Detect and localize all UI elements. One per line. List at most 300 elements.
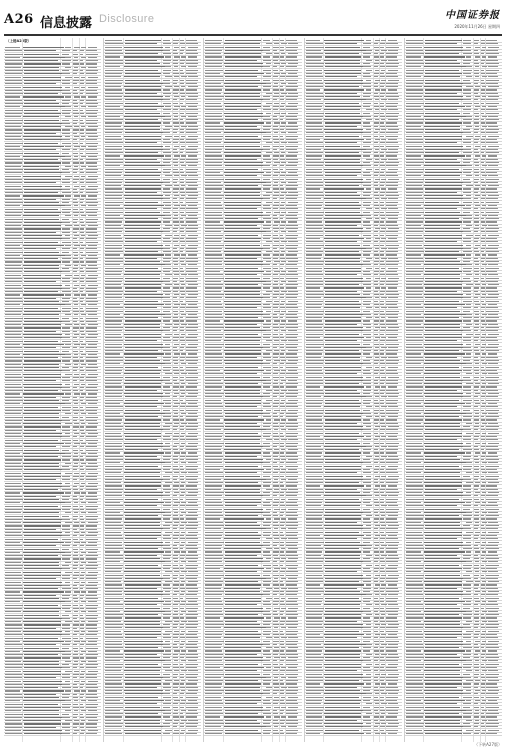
- table-cell-text: [73, 153, 78, 154]
- page-number: A26: [4, 12, 34, 27]
- table-cell-text: [180, 429, 184, 430]
- table-cell-text: [80, 143, 83, 144]
- table-cell-text: [173, 109, 177, 110]
- table-cell-text: [24, 390, 58, 391]
- table-cell-text: [274, 281, 278, 282]
- table-cell-text: [180, 258, 185, 259]
- table-cell-text: [80, 624, 84, 625]
- table-cell-text: [88, 205, 97, 206]
- table-cell-text: [173, 320, 179, 321]
- table-cell-text: [62, 202, 69, 203]
- table-cell-text: [186, 228, 198, 229]
- table-cell-text: [186, 357, 198, 358]
- table-cell-text: [181, 215, 186, 216]
- table-cell-text: [163, 377, 170, 378]
- table-cell-text: [163, 297, 171, 298]
- table-cell-text: [274, 251, 279, 252]
- table-cell-text: [5, 423, 21, 424]
- table-cell-text: [73, 298, 77, 299]
- table-cell-text: [81, 463, 87, 464]
- table-cell-text: [174, 76, 178, 77]
- table-cell-text: [124, 314, 166, 315]
- table-cell-text: [163, 466, 172, 467]
- table-cell-text: [5, 73, 22, 74]
- table-cell-text: [62, 337, 70, 338]
- table-cell-text: [86, 222, 97, 223]
- table-cell-text: [280, 208, 285, 209]
- table-cell-text: [266, 113, 271, 114]
- table-cell-text: [263, 248, 271, 249]
- table-cell-text: [205, 301, 221, 302]
- table-cell-text: [5, 294, 20, 295]
- table-cell-text: [205, 212, 221, 213]
- table-cell-text: [5, 714, 23, 715]
- table-cell-text: [174, 304, 180, 305]
- table-cell-text: [80, 209, 83, 210]
- table-cell-text: [5, 318, 23, 319]
- table-cell-text: [74, 205, 78, 206]
- table-cell-text: [5, 205, 20, 206]
- table-cell-text: [180, 459, 183, 460]
- table-cell-text: [62, 360, 69, 361]
- table-cell-text: [74, 413, 78, 414]
- table-cell-text: [24, 162, 60, 163]
- table-cell-text: [125, 687, 157, 688]
- table-cell-text: [23, 304, 65, 305]
- table-cell-text: [24, 618, 62, 619]
- table-cell-text: [105, 657, 123, 658]
- table-cell-text: [88, 393, 97, 394]
- table-cell-text: [165, 650, 170, 651]
- table-cell-text: [125, 674, 160, 675]
- table-cell-text: [125, 377, 160, 378]
- table-cell-text: [105, 192, 122, 193]
- table-cell-text: [181, 710, 186, 711]
- table-cell-text: [86, 684, 97, 685]
- table-cell-text: [174, 146, 179, 147]
- table-cell-text: [5, 360, 22, 361]
- table-cell-text: [81, 591, 86, 592]
- table-cell-text: [88, 572, 98, 573]
- table-cell-text: [286, 324, 298, 325]
- table-cell-text: [173, 221, 179, 222]
- table-cell-text: [80, 70, 83, 71]
- table-cell-text: [225, 304, 261, 305]
- table-cell-text: [165, 116, 171, 117]
- table-cell-text: [62, 417, 69, 418]
- table-cell-text: [186, 231, 197, 232]
- table-cell-text: [105, 165, 120, 166]
- table-cell-text: [24, 228, 60, 229]
- table-cell-text: [180, 466, 183, 467]
- table-cell-text: [62, 341, 71, 342]
- table-cell-text: [181, 175, 187, 176]
- table-cell-text: [125, 449, 159, 450]
- table-cell-text: [263, 165, 271, 166]
- table-cell-text: [24, 638, 58, 639]
- table-cell-text: [62, 288, 70, 289]
- table-cell-text: [286, 159, 298, 160]
- table-cell-text: [62, 426, 69, 427]
- table-cell-text: [23, 413, 59, 414]
- table-cell-text: [80, 278, 84, 279]
- table-cell-text: [205, 60, 222, 61]
- table-cell-text: [62, 83, 70, 84]
- table-cell-text: [186, 426, 198, 427]
- table-cell-text: [163, 172, 170, 173]
- table-cell-text: [105, 208, 122, 209]
- table-cell-text: [180, 297, 184, 298]
- table-cell-text: [281, 182, 286, 183]
- table-cell-text: [224, 122, 264, 123]
- table-cell-text: [105, 499, 123, 500]
- table-cell-text: [62, 103, 69, 104]
- table-cell-text: [73, 100, 77, 101]
- table-cell-text: [74, 512, 78, 513]
- table-cell-text: [62, 63, 69, 64]
- table-cell-text: [5, 426, 22, 427]
- table-cell-text: [281, 291, 287, 292]
- table-cell-text: [186, 429, 197, 430]
- table-cell-text: [5, 440, 23, 441]
- table-cell-text: [88, 156, 97, 157]
- table-cell-text: [5, 209, 23, 210]
- table-cell-text: [88, 492, 97, 493]
- table-cell-text: [5, 723, 22, 724]
- table-cell-text: [105, 502, 120, 503]
- table-cell-text: [288, 103, 298, 104]
- table-cell-text: [105, 730, 121, 731]
- table-cell-text: [23, 374, 60, 375]
- table-cell-text: [125, 677, 163, 678]
- table-cell-text: [263, 188, 270, 189]
- table-cell-text: [81, 671, 85, 672]
- table-cell-text: [88, 443, 97, 444]
- table-cell-text: [125, 476, 160, 477]
- table-cell-text: [88, 522, 98, 523]
- table-cell-text: [288, 73, 297, 74]
- table-cell-text: [263, 225, 271, 226]
- table-cell-text: [88, 186, 98, 187]
- table-cell-text: [266, 83, 272, 84]
- table-cell-text: [105, 383, 121, 384]
- table-cell-text: [288, 291, 298, 292]
- table-cell-text: [62, 694, 70, 695]
- table-cell-text: [124, 581, 161, 582]
- table-cell-text: [73, 268, 78, 269]
- table-cell-text: [86, 308, 98, 309]
- table-cell-text: [125, 103, 159, 104]
- table-cell-text: [24, 628, 56, 629]
- table-cell-text: [5, 110, 23, 111]
- table-cell-text: [125, 707, 160, 708]
- table-cell-text: [281, 63, 285, 64]
- table-cell-text: [205, 215, 222, 216]
- table-cell-text: [205, 96, 223, 97]
- table-cell-text: [80, 667, 84, 668]
- table-cell-text: [186, 565, 198, 566]
- table-cell-text: [163, 575, 170, 576]
- table-cell-text: [86, 519, 97, 520]
- table-cell-text: [205, 261, 221, 262]
- table-cell-text: [225, 327, 260, 328]
- table-cell-text: [286, 235, 298, 236]
- table-cell-text: [205, 291, 221, 292]
- table-cell-text: [105, 667, 122, 668]
- table-cell-text: [205, 89, 222, 90]
- table-cell-text: [165, 472, 171, 473]
- table-cell-text: [286, 344, 298, 345]
- table-cell-text: [188, 561, 197, 562]
- table-cell-text: [280, 188, 284, 189]
- table-cell-text: [186, 311, 198, 312]
- table-cell-text: [24, 179, 60, 180]
- table-cell-text: [188, 245, 198, 246]
- table-cell-text: [263, 218, 272, 219]
- table-cell-text: [186, 139, 197, 140]
- table-cell-text: [86, 727, 98, 728]
- table-cell-text: [124, 294, 163, 295]
- table-cell-text: [74, 294, 80, 295]
- table-cell-text: [180, 647, 183, 648]
- table-cell-text: [186, 297, 197, 298]
- table-cell-text: [274, 43, 278, 44]
- table-cell-text: [81, 483, 85, 484]
- table-cell-text: [80, 426, 84, 427]
- table-cell-text: [73, 387, 77, 388]
- table-cell-text: [125, 703, 157, 704]
- table-cell-text: [186, 386, 197, 387]
- table-cell-text: [280, 278, 283, 279]
- table-cell-text: [5, 621, 21, 622]
- table-cell-text: [62, 519, 70, 520]
- table-cell-text: [181, 591, 185, 592]
- table-cell-text: [124, 522, 160, 523]
- table-cell-text: [73, 420, 77, 421]
- table-cell-text: [73, 440, 78, 441]
- table-cell-text: [286, 129, 298, 130]
- table-cell-text: [5, 377, 22, 378]
- table-cell-text: [186, 251, 198, 252]
- table-cell-text: [188, 680, 198, 681]
- table-cell-text: [125, 307, 157, 308]
- table-cell-text: [180, 723, 183, 724]
- table-cell-text: [286, 86, 298, 87]
- table-cell-text: [266, 212, 271, 213]
- table-cell-text: [105, 132, 122, 133]
- table-cell-text: [73, 271, 77, 272]
- table-cell-text: [263, 294, 270, 295]
- table-cell-text: [180, 212, 183, 213]
- table-cell-text: [180, 172, 184, 173]
- table-cell-text: [205, 188, 222, 189]
- table-cell-text: [225, 89, 261, 90]
- table-cell-text: [125, 327, 160, 328]
- table-cell-text: [180, 456, 185, 457]
- table-cell-text: [80, 459, 84, 460]
- table-cell-text: [105, 278, 123, 279]
- table-cell-text: [266, 142, 272, 143]
- table-cell-text: [225, 109, 257, 110]
- table-cell-text: [65, 136, 70, 137]
- table-cell-text: [5, 77, 21, 78]
- table-cell-text: [173, 337, 179, 338]
- table-cell-text: [188, 155, 197, 156]
- table-cell-text: [81, 601, 86, 602]
- table-cell-text: [173, 548, 178, 549]
- table-cell-text: [105, 53, 123, 54]
- table-cell-text: [286, 175, 298, 176]
- table-cell-text: [180, 627, 184, 628]
- table-cell-text: [62, 331, 70, 332]
- table-cell-text: [86, 192, 98, 193]
- table-cell-text: [174, 254, 180, 255]
- table-cell-text: [125, 400, 159, 401]
- table-cell-text: [173, 139, 179, 140]
- table-cell-text: [5, 707, 22, 708]
- table-cell-text: [280, 284, 283, 285]
- table-cell-text: [163, 50, 171, 51]
- table-cell-text: [181, 443, 185, 444]
- table-cell-text: [280, 238, 284, 239]
- table-cell-text: [81, 146, 86, 147]
- table-cell-text: [86, 469, 97, 470]
- table-cell-text: [163, 723, 170, 724]
- table-cell-text: [163, 370, 170, 371]
- table-cell-text: [186, 466, 198, 467]
- table-cell-text: [174, 353, 180, 354]
- table-cell-text: [23, 384, 62, 385]
- table-cell-text: [165, 235, 172, 236]
- table-cell-text: [80, 337, 84, 338]
- table-cell-text: [163, 89, 170, 90]
- table-cell-text: [280, 287, 284, 288]
- table-cell-text: [280, 50, 284, 51]
- table-cell-text: [263, 254, 270, 255]
- table-cell-text: [5, 298, 22, 299]
- table-cell-text: [224, 152, 261, 153]
- table-cell-text: [173, 287, 179, 288]
- table-cell-text: [186, 317, 198, 318]
- table-cell-text: [286, 208, 298, 209]
- table-cell-text: [163, 545, 171, 546]
- table-cell-text: [180, 568, 184, 569]
- table-cell-text: [5, 565, 23, 566]
- table-cell-text: [24, 83, 56, 84]
- table-cell-text: [181, 225, 187, 226]
- table-cell-text: [105, 693, 122, 694]
- table-cell-text: [174, 611, 178, 612]
- table-cell-text: [86, 717, 97, 718]
- table-cell-text: [173, 188, 179, 189]
- table-cell-text: [24, 351, 59, 352]
- table-cell-text: [173, 182, 177, 183]
- table-cell-text: [205, 142, 221, 143]
- table-cell-text: [225, 139, 261, 140]
- table-cell-text: [173, 113, 178, 114]
- table-cell-text: [86, 143, 98, 144]
- table-cell-text: [174, 522, 178, 523]
- table-cell-text: [173, 179, 178, 180]
- table-cell-text: [88, 562, 98, 563]
- table-cell-text: [124, 492, 163, 493]
- table-cell-text: [180, 624, 183, 625]
- table-cell-text: [225, 215, 263, 216]
- table-cell-text: [186, 515, 198, 516]
- table-cell-text: [174, 591, 179, 592]
- table-cell-text: [105, 320, 122, 321]
- table-cell-text: [263, 116, 271, 117]
- table-cell-text: [125, 93, 157, 94]
- table-cell-text: [181, 383, 185, 384]
- table-cell-text: [263, 50, 271, 51]
- table-cell-text: [62, 377, 69, 378]
- table-cell-text: [105, 670, 121, 671]
- table-cell-text: [180, 307, 185, 308]
- table-cell-text: [105, 106, 120, 107]
- table-cell-text: [105, 205, 120, 206]
- table-cell-text: [286, 109, 298, 110]
- table-cell-text: [180, 149, 184, 150]
- table-cell-text: [281, 83, 286, 84]
- table-cell-text: [105, 129, 123, 130]
- table-cell-text: [23, 532, 62, 533]
- table-cell-text: [73, 430, 77, 431]
- table-cell-text: [105, 479, 122, 480]
- table-cell-text: [180, 198, 184, 199]
- table-cell-text: [163, 608, 170, 609]
- table-cell-text: [163, 330, 171, 331]
- table-cell-text: [186, 103, 198, 104]
- table-cell-text: [62, 545, 70, 546]
- table-cell-text: [73, 341, 78, 342]
- table-cell-text: [24, 446, 56, 447]
- table-cell-text: [80, 80, 84, 81]
- table-cell-text: [205, 311, 221, 312]
- table-cell-text: [5, 466, 23, 467]
- table-cell-text: [163, 518, 170, 519]
- table-cell-text: [73, 258, 78, 259]
- table-cell-text: [225, 334, 259, 335]
- table-cell-text: [23, 502, 65, 503]
- table-cell-text: [163, 60, 171, 61]
- table-cell-text: [125, 301, 159, 302]
- table-cell-text: [124, 185, 161, 186]
- table-cell-text: [5, 608, 22, 609]
- table-cell-text: [23, 582, 62, 583]
- table-cell-text: [124, 76, 160, 77]
- table-cell-text: [273, 208, 277, 209]
- table-cell-text: [280, 116, 284, 117]
- table-cell-text: [224, 43, 260, 44]
- table-cell-text: [124, 611, 166, 612]
- table-cell-text: [105, 380, 122, 381]
- table-cell-text: [24, 301, 59, 302]
- table-cell-text: [180, 347, 184, 348]
- table-cell-text: [180, 43, 185, 44]
- table-cell-text: [86, 238, 97, 239]
- table-cell-text: [274, 261, 279, 262]
- table-cell-text: [81, 205, 86, 206]
- table-cell-text: [5, 225, 21, 226]
- table-cell-text: [125, 149, 163, 150]
- table-cell-text: [5, 248, 22, 249]
- table-cell-text: [5, 182, 22, 183]
- table-cell-text: [86, 723, 97, 724]
- table-cell-text: [105, 198, 122, 199]
- table-cell-text: [186, 221, 197, 222]
- table-cell-text: [24, 506, 58, 507]
